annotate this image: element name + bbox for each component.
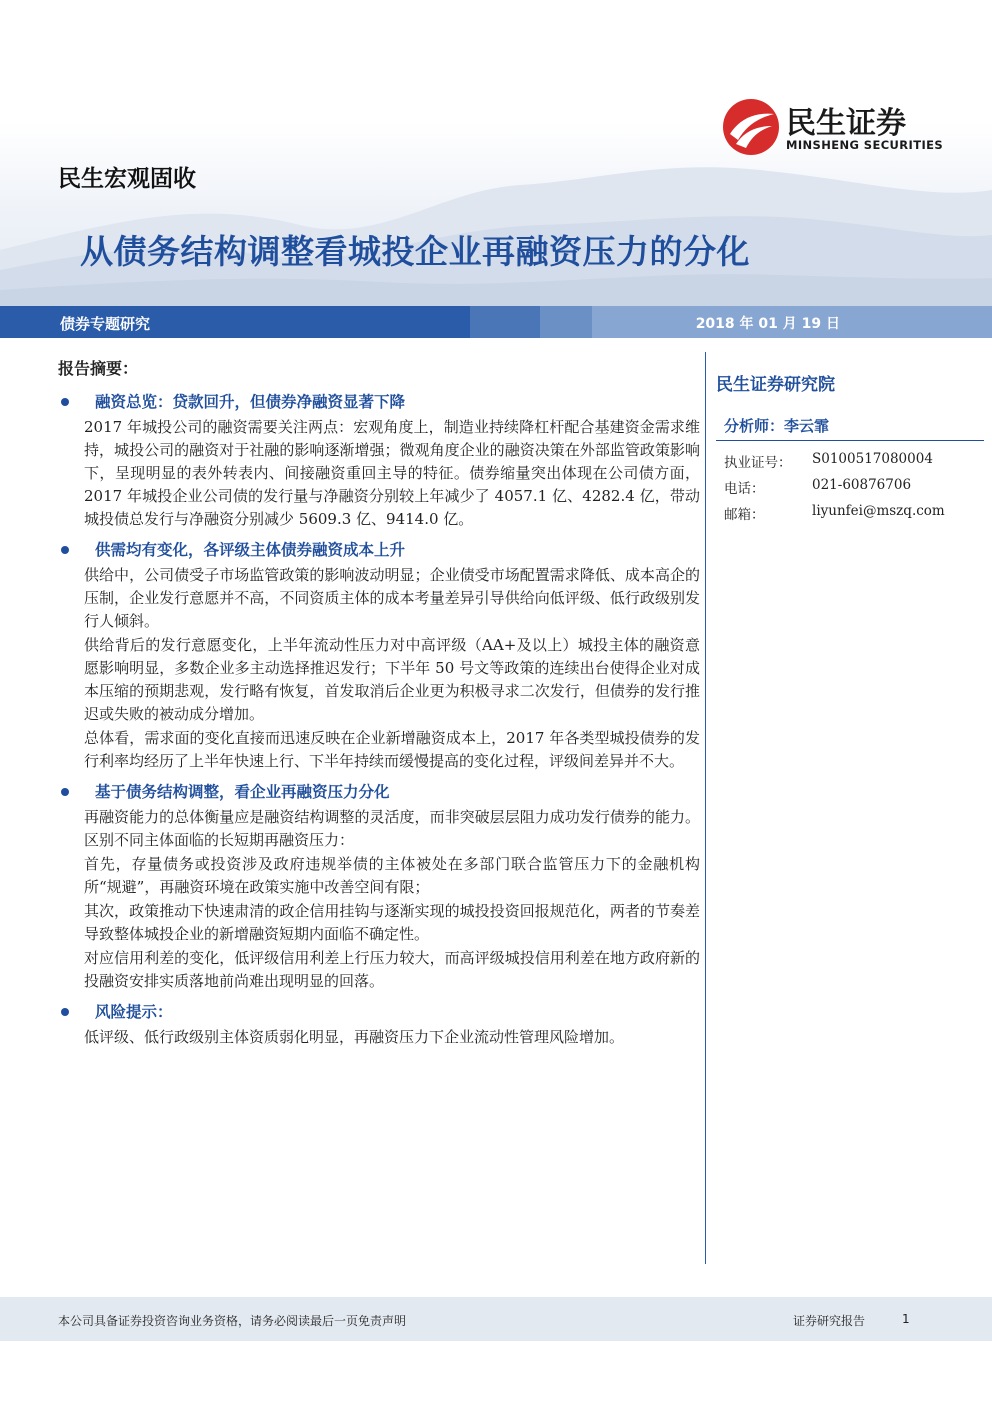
section-heading: 供需均有变化，各评级主体债券融资成本上升 [58, 537, 700, 563]
paragraph: 供给中，公司债受子市场监管政策的影响波动明显；企业债受市场配置需求降低、成本高企的压制，企业发行意愿并不高，不同资质主体的成本考量差异引导供给向低评级、低行政级别发行人倾斜。 [84, 566, 700, 630]
bullet-icon [61, 788, 69, 796]
report-type-band [0, 306, 992, 338]
logo-chinese-name: 民生证券 [786, 106, 906, 141]
paragraph: 低评级、低行政级别主体资质弱化明显，再融资压力下企业流动性管理风险增加。 [84, 1028, 625, 1046]
report-date: 2018 年 01 月 19 日 [695, 316, 840, 332]
minsheng-logo-icon [722, 98, 780, 156]
logo-english-name: MINSHENG SECURITIES [786, 138, 944, 152]
phone-number: 021-60876706 [812, 477, 912, 493]
footer-report-type: 证券研究报告 [793, 1314, 866, 1328]
page-footer [0, 1297, 992, 1341]
license-number: S0100517080004 [812, 451, 933, 467]
contact-label: 电话： [724, 481, 765, 497]
bullet-icon [61, 398, 69, 406]
report-title: 从债务结构调整看城投企业再融资压力的分化 [80, 232, 750, 271]
contact-label: 邮箱： [724, 507, 765, 523]
bullet-icon [61, 1008, 69, 1016]
column-divider [705, 352, 706, 1264]
analyst-sidebar [716, 370, 984, 525]
minsheng-logo [722, 98, 952, 160]
contact-row [716, 499, 984, 525]
report-category: 债券专题研究 [60, 315, 151, 333]
contact-row [716, 473, 984, 499]
summary-heading: 报告摘要： [58, 359, 139, 378]
paragraph: 2017 年城投公司的融资需要关注两点：宏观角度上，制造业持续降杠杆配合基建资金需求维持，城投公司的融资对于社融的影响逐渐增强；微观角度企业的融资决策在外部监管政策影响下，呈现明显的表外转表内、间接融资重回主导的特征。债券缩量突出体现在公司债方面，2017 年城投企业公司债的发行量与净融资分别较上年减少了 4057.1 亿、4282.4 亿，带动城投债总发行与净融资分别减少 5609.3 亿、9414.0 亿。 [84, 418, 700, 528]
contact-row [716, 447, 984, 473]
paragraph: 首先，存量债务或投资涉及政府违规举债的主体被处在多部门联合监管压力下的金融机构所“规避”，再融资环境在政策实施中改善空间有限； [84, 855, 700, 896]
research-institute: 民生证券研究院 [716, 375, 835, 395]
brand-label: 民生宏观固收 [58, 166, 196, 192]
section-heading: 风险提示： [58, 999, 700, 1025]
page-number: 1 [902, 1312, 910, 1326]
paragraph: 再融资能力的总体衡量应是融资结构调整的灵活度，而非突破层层阻力成功发行债券的能力。区别不同主体面临的长短期再融资压力： [84, 808, 700, 849]
bullet-icon [61, 546, 69, 554]
paragraph: 对应信用利差的变化，低评级信用利差上行压力较大，而高评级城投信用利差在地方政府新的投融资安排实质落地前尚难出现明显的回落。 [84, 949, 700, 990]
analyst-name: 分析师：李云霏 [716, 415, 984, 441]
summary-column [58, 356, 700, 1049]
paragraph: 供给背后的发行意愿变化，上半年流动性压力对中高评级（AA+及以上）城投主体的融资意愿影响明显，多数企业多主动选择推迟发行；下半年 50 号文等政策的连续出台使得企业对成本压缩的预期悲观，发行略有恢复，首发取消后企业更为积极寻求二次发行，但债券的发行推迟或失败的被动成分增加。 [84, 636, 700, 723]
paragraph: 其次，政策推动下快速肃清的政企信用挂钩与逐渐实现的城投投资回报规范化，两者的节奏差导致整体城投企业的新增融资短期内面临不确定性。 [84, 902, 700, 943]
contact-label: 执业证号： [724, 455, 792, 471]
footer-disclaimer: 本公司具备证券投资咨询业务资格，请务必阅读最后一页免责声明 [58, 1314, 407, 1328]
section-heading: 融资总览：贷款回升，但债券净融资显著下降 [58, 389, 700, 415]
section-heading: 基于债务结构调整，看企业再融资压力分化 [58, 779, 700, 805]
paragraph: 总体看，需求面的变化直接而迅速反映在企业新增融资成本上，2017 年各类型城投债券的发行利率均经历了上半年快速上行、下半年持续而缓慢提高的变化过程，评级间差异并不大。 [84, 729, 700, 770]
email-link[interactable]: liyunfei@mszq.com [812, 503, 945, 519]
